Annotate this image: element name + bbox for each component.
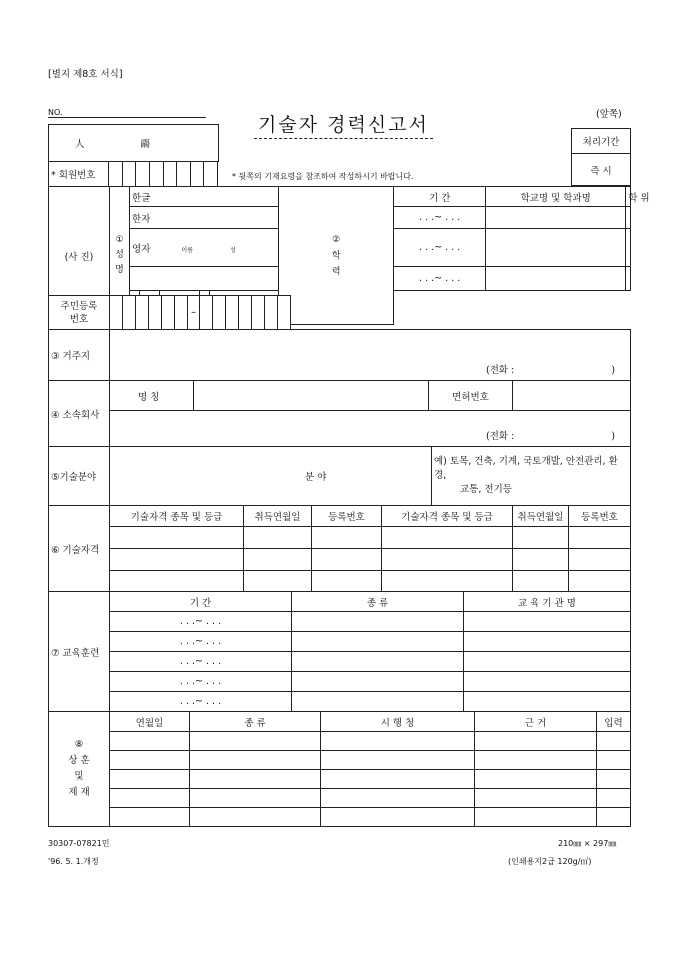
training-org[interactable] <box>464 692 631 712</box>
footer-code: 30307-07821민 <box>48 839 110 848</box>
name-extra-field[interactable] <box>130 267 279 291</box>
awards-cell[interactable] <box>190 770 321 789</box>
education-school-header: 학교명 및 학과명 <box>486 187 626 207</box>
education-school-2[interactable] <box>486 229 626 267</box>
training-period[interactable]: . . .~ . . . <box>110 672 292 692</box>
resident-digit[interactable] <box>174 296 187 330</box>
awards-agency-header: 시 행 청 <box>321 712 475 732</box>
company-name-field[interactable] <box>194 381 429 411</box>
qualification-cell[interactable] <box>110 571 244 592</box>
education-period-3[interactable]: . . .~ . . . <box>394 267 486 291</box>
company-label: ④ 소속회사 <box>49 381 110 447</box>
english-label: 영자 <box>132 243 151 255</box>
awards-cell[interactable] <box>321 789 475 808</box>
name-label-2: 명 <box>115 265 124 275</box>
awards-cell[interactable] <box>597 808 631 827</box>
tech-field-example-1: 예) 토목, 건축, 기계, 국토개발, 안전관리, 환경, <box>434 456 618 481</box>
qualification-cell[interactable] <box>569 527 631 549</box>
education-period-header: 기 간 <box>394 187 486 207</box>
education-school-3[interactable] <box>486 267 626 291</box>
awards-cell[interactable] <box>190 789 321 808</box>
english-name-field[interactable] <box>130 229 279 267</box>
qualification-cell[interactable] <box>312 571 382 592</box>
training-label: ⑦ 교육훈련 <box>49 592 110 712</box>
tech-field-field[interactable]: 분 야 <box>110 447 432 506</box>
qualification-cell[interactable] <box>569 549 631 571</box>
residence-phone-close: ) <box>611 365 616 376</box>
footer-revised: '96. 5. 1.개정 <box>48 857 99 866</box>
hangul-name-field[interactable]: 한글 <box>130 187 279 207</box>
qualification-cell[interactable] <box>244 527 312 549</box>
awards-cell[interactable] <box>475 770 597 789</box>
tech-field-example <box>432 447 631 506</box>
processing-label: 처리기간 <box>572 129 631 154</box>
qualification-cell[interactable] <box>244 549 312 571</box>
training-kind[interactable] <box>292 692 464 712</box>
qualification-cell[interactable] <box>382 549 513 571</box>
stamp-box <box>48 124 219 162</box>
license-label: 면허번호 <box>429 381 513 411</box>
member-number-cell[interactable] <box>190 162 204 187</box>
tech-field-section <box>48 446 631 506</box>
resident-digit[interactable] <box>135 296 148 330</box>
resident-digit[interactable] <box>239 296 252 330</box>
qualification-cell[interactable] <box>382 527 513 549</box>
awards-label <box>49 712 110 827</box>
training-org[interactable] <box>464 612 631 632</box>
awards-cell[interactable] <box>475 732 597 751</box>
training-kind[interactable] <box>292 652 464 672</box>
resident-digit[interactable] <box>148 296 161 330</box>
awards-label-2: 및 <box>74 771 84 782</box>
awards-cell[interactable] <box>321 732 475 751</box>
training-org-header: 교 육 기 관 명 <box>464 592 631 612</box>
member-number-box <box>48 161 218 187</box>
member-number-cell[interactable] <box>204 162 218 187</box>
training-kind[interactable] <box>292 632 464 652</box>
education-degree-header: 학 위 <box>626 187 631 207</box>
qualification-cell[interactable] <box>312 527 382 549</box>
awards-kind-header: 종 류 <box>190 712 321 732</box>
tech-field-example-2: 교통, 전기등 <box>460 484 512 495</box>
member-number-cell[interactable] <box>136 162 150 187</box>
member-number-cell[interactable] <box>109 162 123 187</box>
qualification-type-header-2: 기술자격 종목 및 등급 <box>382 506 513 527</box>
resident-number-row <box>48 295 291 330</box>
resident-label-2: 번호 <box>69 313 89 325</box>
awards-cell[interactable] <box>190 732 321 751</box>
education-period-2[interactable]: . . .~ . . . <box>394 229 486 267</box>
qualification-cell[interactable] <box>513 549 569 571</box>
training-period[interactable]: . . .~ . . . <box>110 652 292 672</box>
training-kind[interactable] <box>292 672 464 692</box>
resident-digit[interactable] <box>265 296 278 330</box>
qualification-cell[interactable] <box>382 571 513 592</box>
awards-cell[interactable] <box>321 751 475 770</box>
awards-cell[interactable] <box>110 751 190 770</box>
qualification-cell[interactable] <box>569 571 631 592</box>
stamp-right: 鬺 <box>111 125 219 162</box>
awards-section <box>48 711 631 827</box>
english-given-label: 이름 <box>181 246 193 254</box>
member-number-label: * 회원번호 <box>49 162 109 187</box>
qualification-cell[interactable] <box>244 571 312 592</box>
qualification-cell[interactable] <box>110 527 244 549</box>
education-label-1: 학 <box>331 250 341 261</box>
education-degree-3[interactable] <box>626 267 631 291</box>
qualification-type-header: 기술자격 종목 및 등급 <box>110 506 244 527</box>
hanja-name-field[interactable]: 한자 <box>130 207 279 229</box>
training-kind-header: 종 류 <box>292 592 464 612</box>
qualification-cell[interactable] <box>513 527 569 549</box>
footer-size: 210㎜ × 297㎜ <box>558 839 617 848</box>
training-org[interactable] <box>464 672 631 692</box>
resident-digit[interactable] <box>161 296 174 330</box>
training-section <box>48 591 631 712</box>
awards-cell[interactable] <box>321 770 475 789</box>
qualification-date-header-2: 취득연월일 <box>513 506 569 527</box>
education-label-2: 력 <box>331 266 341 277</box>
awards-cell[interactable] <box>597 789 631 808</box>
residence-label: ③ 거주지 <box>49 330 110 381</box>
awards-cell[interactable] <box>475 808 597 827</box>
awards-cell[interactable] <box>597 751 631 770</box>
resident-digit[interactable] <box>252 296 265 330</box>
license-field[interactable] <box>513 381 631 411</box>
training-period[interactable]: . . .~ . . . <box>110 692 292 712</box>
resident-digit[interactable] <box>277 296 290 330</box>
awards-label-1: 상 훈 <box>68 755 90 766</box>
company-phone-close: ) <box>611 431 616 442</box>
resident-number-label <box>49 296 110 330</box>
qualification-date-header: 취득연월일 <box>244 506 312 527</box>
front-label: (앞쪽) <box>596 109 622 120</box>
awards-cell[interactable] <box>190 808 321 827</box>
processing-box <box>571 128 631 186</box>
awards-cell[interactable] <box>597 770 631 789</box>
qualification-cell[interactable] <box>110 549 244 571</box>
qualification-cell[interactable] <box>312 549 382 571</box>
member-number-cell[interactable] <box>177 162 191 187</box>
training-org[interactable] <box>464 632 631 652</box>
awards-cell[interactable] <box>110 789 190 808</box>
residence-phone: (전화 : <box>486 365 515 376</box>
company-name-label: 명 칭 <box>110 381 194 411</box>
awards-cell[interactable] <box>110 808 190 827</box>
english-family-label: 성 <box>230 246 236 254</box>
stamp-left: 人 <box>49 125 111 162</box>
training-period-header: 기 간 <box>110 592 292 612</box>
no-label: NO. <box>48 108 206 118</box>
qualification-label: ⑥ 기술자격 <box>49 506 110 592</box>
awards-cell[interactable] <box>597 732 631 751</box>
awards-cell[interactable] <box>321 808 475 827</box>
education-school-1[interactable] <box>486 207 626 229</box>
photo-box[interactable]: (사 진) <box>49 187 110 325</box>
qualification-reg-header: 등록번호 <box>312 506 382 527</box>
page-title: 기술자 경력신고서 <box>254 110 433 139</box>
residence-section <box>48 329 631 381</box>
resident-digit[interactable] <box>200 296 213 330</box>
awards-label-3: 제 재 <box>68 787 90 798</box>
resident-digit[interactable] <box>122 296 135 330</box>
resident-label-1: 주민등록 <box>60 300 98 312</box>
qualification-reg-header-2: 등록번호 <box>569 506 631 527</box>
qualification-section <box>48 505 631 592</box>
name-label-1: 성 <box>115 250 124 260</box>
tech-field-label: ⑤기술분야 <box>49 447 110 506</box>
training-org[interactable] <box>464 652 631 672</box>
awards-cell[interactable] <box>110 770 190 789</box>
education-number: ② <box>332 234 341 245</box>
awards-cell[interactable] <box>475 751 597 770</box>
resident-dash: – <box>187 296 200 330</box>
education-degree-1[interactable] <box>626 207 631 229</box>
name-number: ① <box>115 235 124 245</box>
training-period[interactable]: . . .~ . . . <box>110 612 292 632</box>
resident-digit[interactable] <box>226 296 239 330</box>
awards-basis-header: 근 거 <box>475 712 597 732</box>
resident-digit[interactable] <box>213 296 226 330</box>
training-period[interactable]: . . .~ . . . <box>110 632 292 652</box>
member-number-cell[interactable] <box>149 162 163 187</box>
company-phone-field[interactable] <box>110 411 631 447</box>
member-number-cell[interactable] <box>122 162 136 187</box>
education-degree-2[interactable] <box>626 229 631 267</box>
awards-date-header: 연월일 <box>110 712 190 732</box>
footer-paper: (인쇄용지2급 120g/㎡) <box>508 857 592 866</box>
awards-cell[interactable] <box>110 732 190 751</box>
training-kind[interactable] <box>292 612 464 632</box>
processing-value: 즉 시 <box>572 154 631 186</box>
awards-cell[interactable] <box>475 789 597 808</box>
education-period-1[interactable]: . . .~ . . . <box>394 207 486 229</box>
company-section <box>48 380 631 447</box>
resident-digit[interactable] <box>110 296 123 330</box>
residence-field[interactable] <box>110 330 631 381</box>
awards-cell[interactable] <box>190 751 321 770</box>
awards-input-header: 입력 <box>597 712 631 732</box>
form-number: [별지 제8호 서식] <box>48 69 123 80</box>
education-label <box>279 187 394 325</box>
instruction-text: * 뒷쪽의 기재요령을 참조하여 작성하시기 바랍니다. <box>232 172 414 181</box>
qualification-cell[interactable] <box>513 571 569 592</box>
awards-number: ⑧ <box>74 739 84 750</box>
member-number-cell[interactable] <box>163 162 177 187</box>
company-phone: (전화 : <box>486 431 515 442</box>
